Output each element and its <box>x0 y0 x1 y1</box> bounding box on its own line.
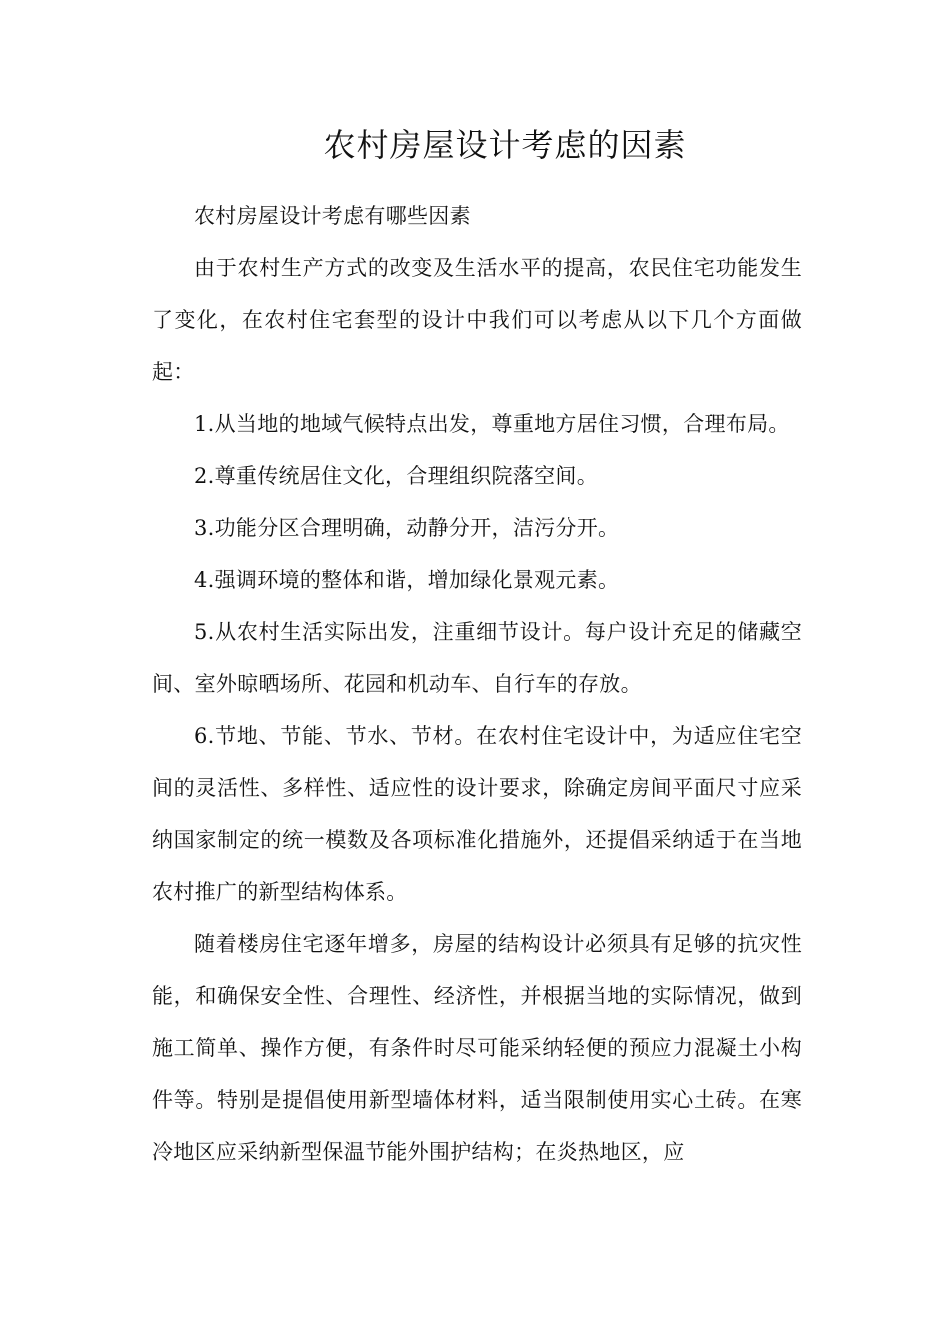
paragraph-item-6: 6.节地、节能、节水、节材。在农村住宅设计中，为适应住宅空间的灵活性、多样性、适应性的设计要求，除确定房间平面尺寸应采纳国家制定的统一模数及各项标准化措施外，还提倡采纳适于在当地农村推广的新型结构体系。 <box>152 724 802 904</box>
paragraph-structure: 随着楼房住宅逐年增多，房屋的结构设计必须具有足够的抗灾性能，和确保安全性、合理性、经济性，并根据当地的实际情况，做到施工简单、操作方便，有条件时尽可能采纳轻便的预应力混凝土小构件等。特别是提倡使用新型墙体材料，适当限制使用实心土砖。在寒冷地区应采纳新型保温节能外围护结构；在炎热地区，应 <box>152 932 802 1164</box>
document-body <box>152 190 802 1178</box>
paragraph-item-5: 5.从农村生活实际出发，注重细节设计。每户设计充足的储藏空间、室外晾晒场所、花园和机动车、自行车的存放。 <box>152 620 802 696</box>
paragraph-item-4: 4.强调环境的整体和谐，增加绿化景观元素。 <box>194 568 620 592</box>
document-title: 农村房屋设计考虑的因素 <box>323 126 687 164</box>
paragraph-subtitle: 农村房屋设计考虑有哪些因素 <box>194 204 471 228</box>
paragraph-item-3: 3.功能分区合理明确，动静分开，洁污分开。 <box>194 516 620 540</box>
paragraph-intro: 由于农村生产方式的改变及生活水平的提高，农民住宅功能发生了变化，在农村住宅套型的设计中我们可以考虑从以下几个方面做起： <box>152 256 802 384</box>
paragraph-item-2: 2.尊重传统居住文化，合理组织院落空间。 <box>194 464 599 488</box>
paragraph-item-1: 1.从当地的地域气候特点出发，尊重地方居住习惯，合理布局。 <box>194 412 790 436</box>
